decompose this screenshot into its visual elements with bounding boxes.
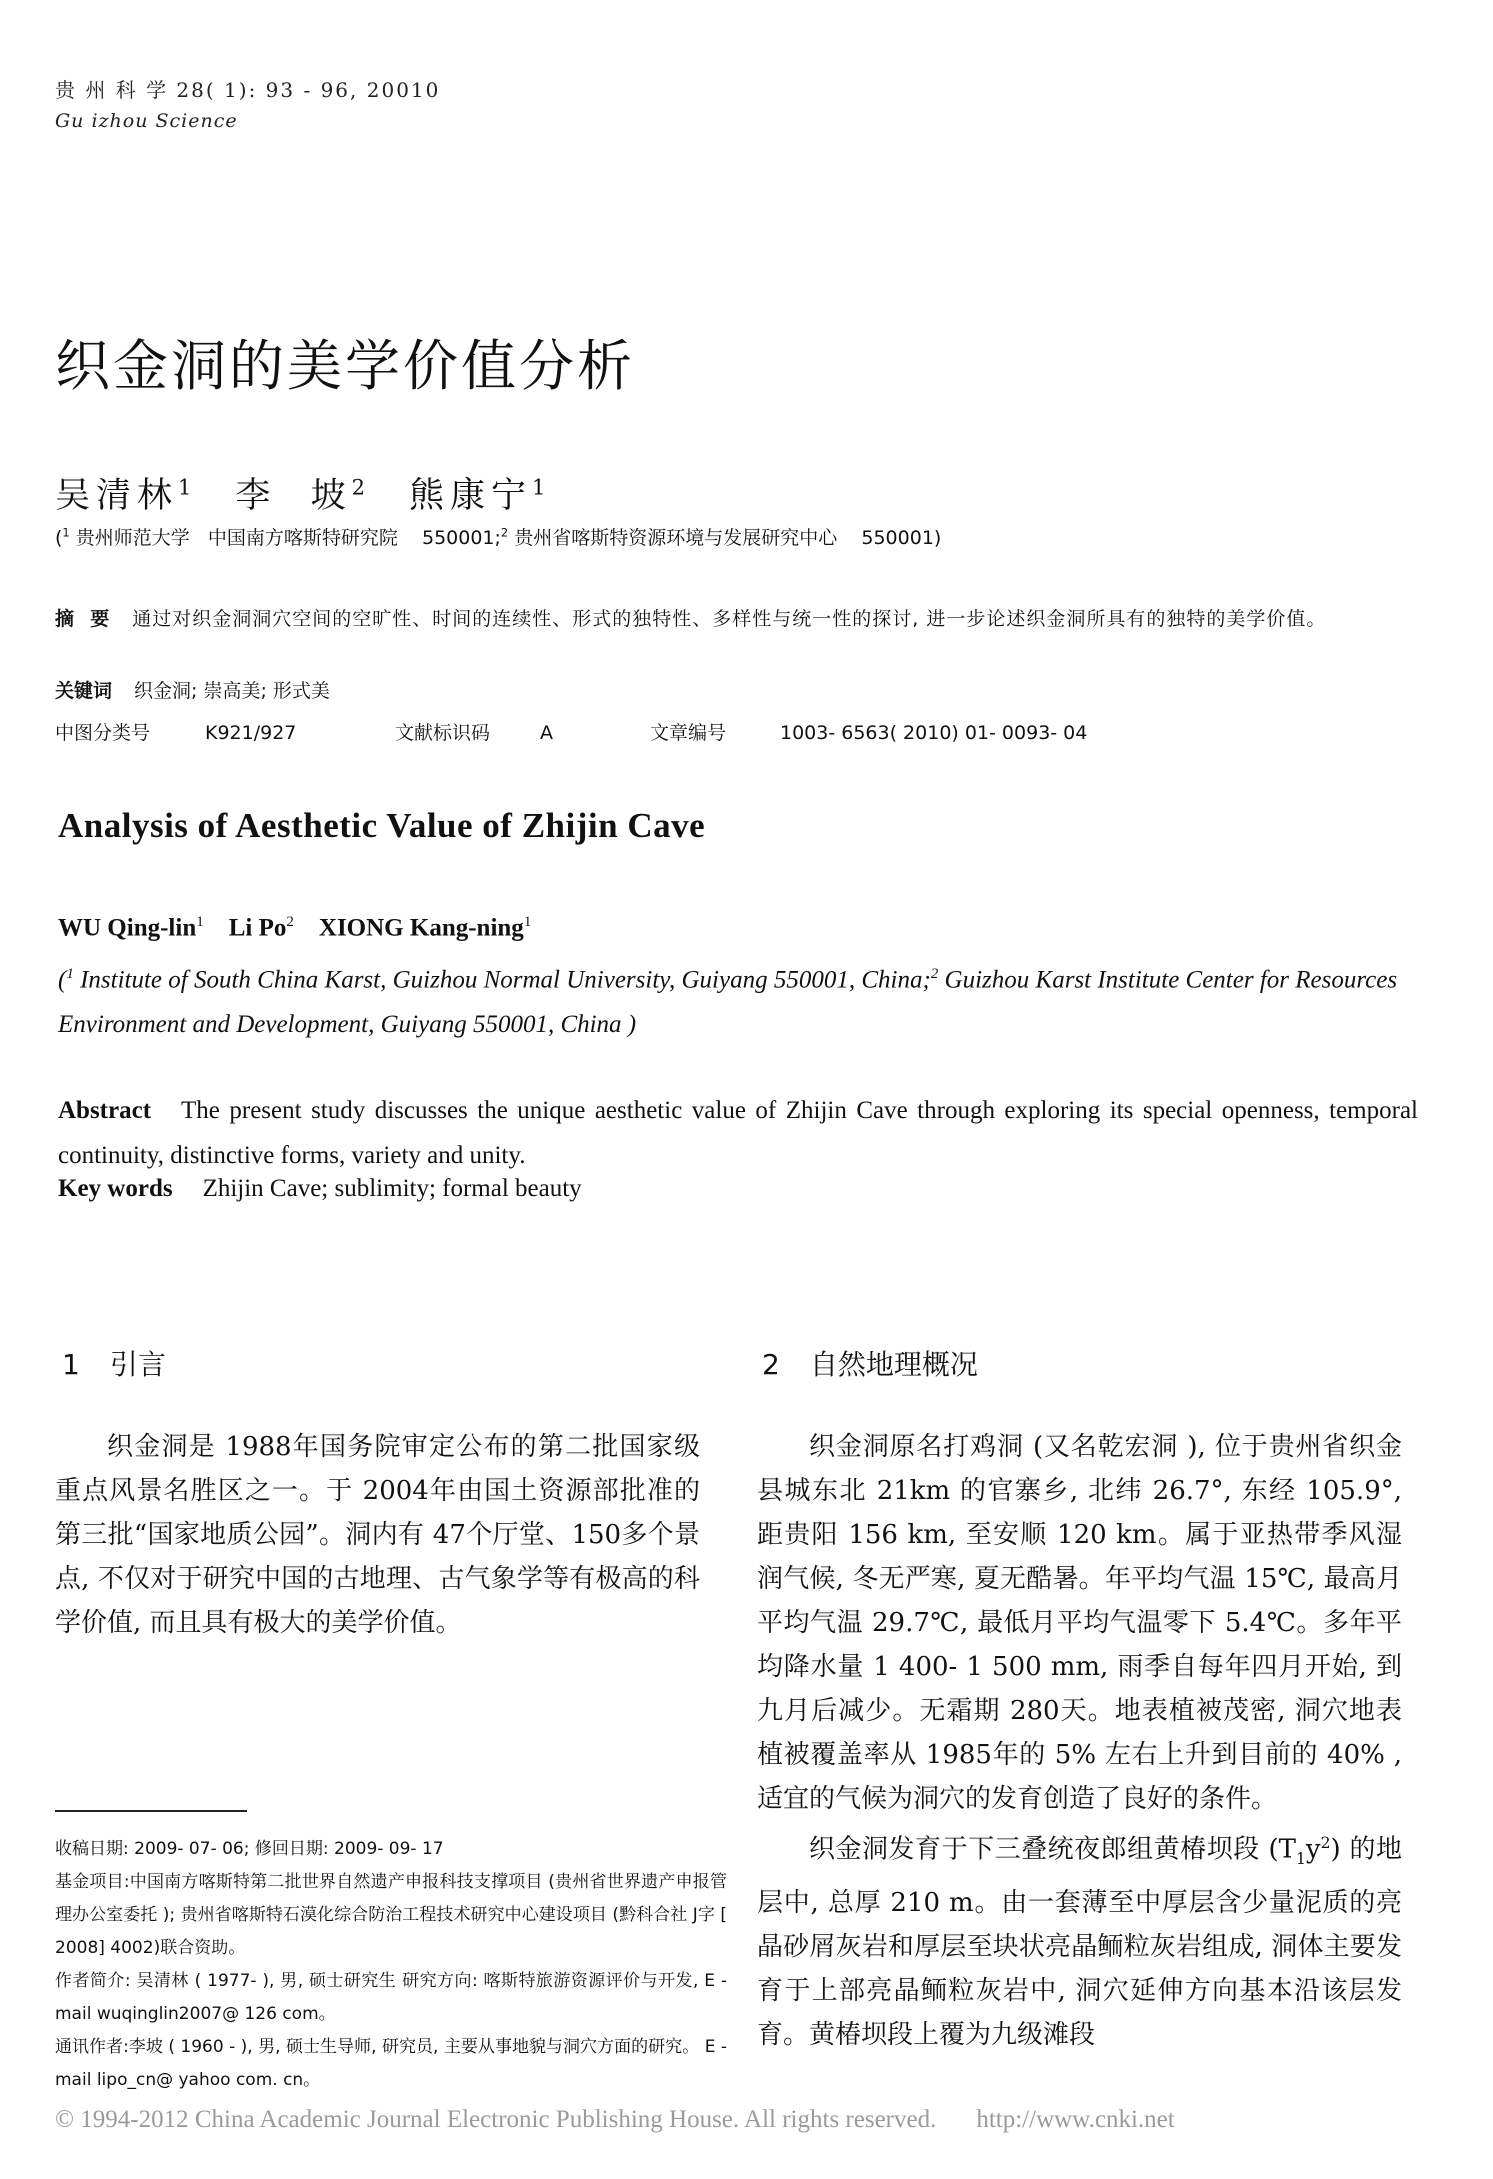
author-sup: 1	[178, 475, 198, 500]
affiliation-en: ($^1$ Institute of South China Karst, Guizhou Normal University, Guiyang 550001, China;$^2$ Guizhou Karst Institute Center for Resources Environment and Development, Guiyang 550001, China )	[58, 966, 1398, 1039]
abstract-en	[58, 1088, 1418, 1178]
clc-label: 中图分类号	[55, 722, 151, 744]
footnote-received: 收稿日期: 2009- 07- 06; 修回日期: 2009- 09- 17	[55, 1839, 444, 1859]
author-en-name: Li Po	[228, 914, 287, 942]
footnote-funding: 基金项目:中国南方喀斯特第二批世界自然遗产申报科技支撑项目 (贵州省世界遗产申报管理办公室委托 ); 贵州省喀斯特石漠化综合防治工程技术研究中心建设项目 (黔科合社 J字 [ 2008] 4002)联合资助。	[55, 1872, 727, 1958]
journal-header-cn: 贵 州 科 学 28( 1): 93 - 96, 20010	[55, 78, 441, 102]
section-2-heading: 2 自然地理概况	[762, 1348, 978, 1381]
doc-label: 文献标识码	[395, 722, 491, 744]
affiliation-cn: ($^1$ 贵州师范大学 中国南方喀斯特研究院 550001;$^2$ 贵州省喀斯特资源环境与发展研究中心 550001)	[55, 525, 942, 549]
keywords-cn-label: 关键词	[55, 680, 113, 702]
copyright-line	[55, 2106, 1455, 2134]
paragraph: 织金洞发育于下三叠统夜郎组黄椿坝段 $(T_1y^2)$ 的地层中, 总厚 210 m。由一套薄至中厚层含少量泥质的亮晶砂屑灰岩和厚层至块状亮晶鲕粒灰岩组成, 洞体主要发育于上部亮晶鲕粒灰岩中, 洞穴延伸方向基本沿该层发育。黄椿坝段上覆为九级滩段	[757, 1834, 1402, 2050]
abstract-en-label: Abstract	[58, 1097, 152, 1124]
section-1-heading: 1 引言	[62, 1348, 166, 1381]
journal-header-en: Gu izhou Science	[55, 110, 238, 132]
author-name: 李 坡	[235, 476, 352, 516]
keywords-cn	[55, 676, 330, 703]
abstract-en-text: The present study discusses the unique aesthetic value of Zhijin Cave through exploring its special openness, temporal continuity, distinctive forms, variety and unity.	[58, 1097, 1418, 1169]
section-1-body	[55, 1425, 700, 1645]
author-name: 吴清林	[55, 476, 179, 516]
abstract-cn	[55, 598, 1415, 640]
keywords-en	[58, 1175, 582, 1203]
author-name: 熊康宁	[409, 476, 533, 516]
article-value: 1003- 6563( 2010) 01- 0093- 04	[780, 722, 1088, 744]
paragraph: 织金洞原名打鸡洞 (又名乾宏洞 ), 位于贵州省织金县城东北 21km 的官寨乡, 北纬 26.7°, 东经 105.9°, 距贵阳 156 km, 至安顺 120 km。属于亚热带季风湿润气候, 冬无严寒, 夏无酷暑。年平均气温 15℃, 最高月平均气温 29.7℃, 最低月平均气温零下 5.4℃。多年平均降水量 1 400- 1 500 mm, 雨季自每年四月开始, 到九月后减少。无霜期 280天。地表植被茂密, 洞穴地表植被覆盖率从 1985年的 5% 左右上升到目前的 40% , 适宜的气候为洞穴的发育创造了良好的条件。	[757, 1432, 1402, 1814]
keywords-en-text: Zhijin Cave; sublimity; formal beauty	[202, 1175, 582, 1202]
title-cn: 织金洞的美学价值分析	[55, 334, 636, 398]
author-sup: 2	[351, 475, 372, 500]
title-en: Analysis of Aesthetic Value of Zhijin Cave	[58, 806, 706, 845]
clc-value: K921/927	[205, 722, 297, 744]
author-sup: 1	[532, 475, 552, 500]
abstract-cn-text: 通过对织金洞洞穴空间的空旷性、时间的连续性、形式的独特性、多样性与统一性的探讨, 进一步论述织金洞所具有的独特的美学价值。	[132, 608, 1327, 630]
author-en-name: XIONG Kang-ning	[318, 914, 524, 942]
authors-en: WU Qing-lin$^1$ Li Po$^2$ XIONG Kang-ning$^1$	[58, 914, 532, 942]
author-en-name: WU Qing-lin	[58, 914, 197, 942]
authors-cn	[55, 468, 551, 518]
footnote-divider	[55, 1810, 247, 1812]
abstract-cn-label: 摘 要	[55, 608, 111, 630]
footnotes	[55, 1833, 727, 2097]
footnote-author-bio: 作者简介: 吴清林 ( 1977- ), 男, 硕士研究生 研究方向: 喀斯特旅游资源评价与开发, E - mail wuqinglin2007@ 126 com。	[55, 1971, 727, 2024]
article-label: 文章编号	[650, 722, 727, 744]
cnki-link[interactable]: http://www.cnki.net	[976, 2106, 1175, 2133]
keywords-cn-text: 织金洞; 崇高美; 形式美	[134, 680, 330, 702]
section-2-body	[757, 1425, 1402, 2057]
classification-line	[55, 718, 1087, 745]
keywords-en-label: Key words	[58, 1175, 173, 1202]
doc-value: A	[540, 722, 553, 744]
paragraph: 织金洞是 1988年国务院审定公布的第二批国家级重点风景名胜区之一。于 2004年由国土资源部批准的第三批“国家地质公园”。洞内有 47个厅堂、150多个景点, 不仅对于研究中国的古地理、古气象学等有极高的科学价值, 而且具有极大的美学价值。	[55, 1432, 700, 1638]
footnote-corresponding: 通讯作者:李坡 ( 1960 - ), 男, 硕士生导师, 研究员, 主要从事地貌与洞穴方面的研究。 E - mail lipo_cn@ yahoo com. cn。	[55, 2037, 727, 2090]
copyright-text: © 1994-2012 China Academic Journal Electronic Publishing House. All rights reserved.	[55, 2106, 937, 2133]
